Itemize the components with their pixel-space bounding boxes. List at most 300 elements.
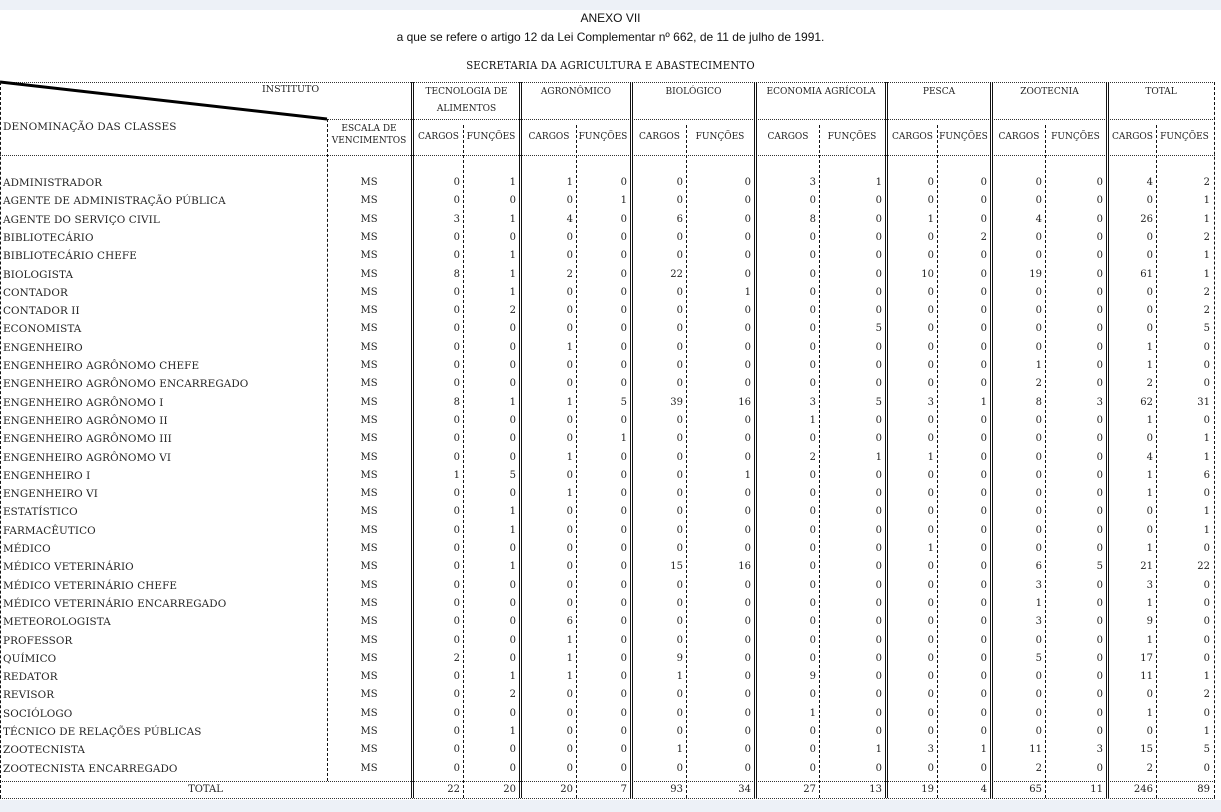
funcoes-value: 0 [744,305,751,317]
class-name: PROFESSOR [3,634,73,647]
cargos-value: 0 [453,360,460,371]
cargos-value: 17 [1140,652,1153,664]
funcoes-value: 0 [1096,378,1103,390]
table-row [0,760,1215,778]
class-name: ENGENHEIRO AGRÔNOMO ENCARREGADO [3,378,249,391]
funcoes-value: 0 [744,506,751,518]
class-name: ENGENHEIRO AGRÔNOMO CHEFE [3,360,200,372]
subheader-funcoes: FUNÇÕES [695,132,745,142]
funcoes-value: 16 [738,561,751,573]
funcoes-value: 1 [1203,671,1210,683]
class-name: ENGENHEIRO AGRÔNOMO VI [3,451,172,464]
cargos-value: 0 [566,433,573,445]
cargos-value: 0 [676,378,683,390]
total-cargos-value: 27 [803,784,816,795]
table-row [0,320,1215,338]
cargos-value: 0 [676,451,683,463]
cargos-value: 0 [676,579,683,591]
cargos-value: 6 [1035,561,1042,573]
annex-title: ANEXO VII [580,11,641,25]
table-row [0,485,1215,503]
funcoes-value: 0 [1096,451,1103,463]
cargos-value: 0 [927,689,934,701]
funcoes-value: 1 [1203,506,1210,518]
class-name: ADMINISTRADOR [3,177,103,189]
cargos-value: 0 [566,305,573,317]
table-row [0,394,1215,412]
table-row [0,595,1215,613]
funcoes-value: 0 [509,341,516,353]
funcoes-value: 0 [875,250,882,262]
cargos-value: 0 [927,671,934,683]
cargos-value: 0 [566,689,573,701]
cargos-value: 0 [566,744,573,756]
cargos-value: 0 [1035,195,1042,207]
cargos-value: 0 [809,524,816,536]
cargos-value: 15 [670,561,683,573]
subheader-funcoes: FUNÇÕES [827,132,877,142]
cargos-value: 0 [676,433,683,445]
cargos-value: 0 [927,597,934,609]
funcoes-value: 0 [875,286,882,298]
cargos-value: 0 [809,634,816,646]
funcoes-value: 0 [1203,707,1210,719]
funcoes-value: 0 [1096,195,1103,207]
funcoes-value: 1 [1203,195,1210,207]
funcoes-value: 0 [1096,616,1103,628]
funcoes-value: 0 [744,652,751,664]
subheader-cargos: CARGOS [418,132,459,142]
total-cargos-value: 93 [670,784,683,795]
cargos-value: 0 [927,433,934,445]
cargos-value: 26 [1140,213,1153,225]
cargos-value: 3 [927,744,934,756]
header-bottom-border [0,155,1215,156]
cargos-value: 0 [927,506,934,518]
funcoes-value: 0 [875,616,882,628]
cargos-value: 0 [809,579,816,591]
funcoes-value: 0 [980,341,987,353]
escala-value: MS [360,378,378,390]
cargos-value: 0 [676,597,683,609]
cargos-value: 3 [927,396,934,408]
cargos-value: 0 [927,469,934,481]
funcoes-value: 2 [509,689,516,701]
funcoes-value: 0 [980,268,987,280]
funcoes-value: 0 [1203,360,1210,371]
funcoes-value: 1 [509,561,516,573]
header-zootecnia: ZOOTECNIA [1020,87,1079,97]
funcoes-value: 0 [875,652,882,664]
cargos-value: 0 [809,616,816,628]
funcoes-value: 0 [875,707,882,719]
funcoes-value: 0 [509,579,516,591]
funcoes-value: 2 [980,231,987,243]
funcoes-value: 0 [980,707,987,719]
cargos-value: 0 [566,524,573,536]
total-funcoes-value: 34 [738,784,751,795]
funcoes-value: 0 [875,414,882,426]
funcoes-value: 0 [744,323,751,335]
funcoes-value: 0 [744,616,751,628]
funcoes-value: 0 [875,360,882,371]
cargos-value: 1 [927,543,934,554]
cargos-value: 0 [809,378,816,390]
cargos-value: 0 [809,231,816,243]
funcoes-value: 0 [509,707,516,719]
cargos-value: 5 [1035,652,1042,664]
escala-value: MS [360,579,378,591]
funcoes-value: 0 [1203,488,1210,500]
cargos-value: 0 [453,762,460,774]
total-cargos-value: 65 [1029,784,1042,795]
cargos-value: 0 [453,579,460,591]
class-name: QUÍMICO [3,652,57,665]
table-row [0,540,1215,558]
funcoes-value: 0 [875,597,882,609]
table-row [0,577,1215,595]
funcoes-value: 0 [1096,579,1103,591]
cargos-value: 0 [453,341,460,353]
escala-value: MS [360,524,378,536]
funcoes-value: 1 [980,744,987,756]
funcoes-value: 0 [1096,323,1103,335]
cargos-value: 0 [1035,177,1042,188]
cargos-value: 0 [453,414,460,426]
funcoes-value: 1 [509,506,516,518]
funcoes-value: 1 [620,195,627,207]
class-name: MÉDICO VETERINÁRIO CHEFE [3,579,178,592]
escala-value: MS [360,707,378,719]
cargos-value: 0 [453,250,460,262]
funcoes-value: 5 [509,469,516,481]
cargos-value: 0 [809,762,816,774]
table-row [0,522,1215,540]
cargos-value: 0 [1035,305,1042,317]
escala-value: MS [360,543,378,554]
cargos-value: 0 [676,689,683,701]
cargos-value: 0 [809,506,816,518]
funcoes-value: 0 [980,469,987,481]
funcoes-value: 0 [875,305,882,317]
escala-value: MS [360,469,378,481]
escala-value: MS [360,561,378,573]
cargos-value: 3 [1035,616,1042,628]
escala-value: MS [360,689,378,701]
funcoes-value: 0 [980,762,987,774]
table-row [0,430,1215,448]
cargos-value: 0 [1035,414,1042,426]
cargos-value: 9 [1146,616,1153,628]
funcoes-value: 0 [509,433,516,445]
total-funcoes-value: 20 [503,784,516,795]
cargos-value: 2 [1035,762,1042,774]
cargos-value: 8 [809,213,816,225]
escala-value: MS [360,616,378,628]
cargos-value: 0 [566,469,573,481]
cargos-value: 1 [566,451,573,463]
funcoes-value: 0 [980,634,987,646]
funcoes-value: 0 [875,231,882,243]
cargos-value: 0 [676,414,683,426]
funcoes-value: 0 [1203,634,1210,646]
funcoes-value: 0 [980,652,987,664]
total-cargos-value: 22 [447,784,460,795]
cargos-value: 0 [927,707,934,719]
funcoes-value: 0 [1203,597,1210,609]
table-row [0,247,1215,265]
funcoes-value: 3 [1096,744,1103,756]
cargos-value: 0 [927,488,934,500]
funcoes-value: 0 [744,360,751,371]
cargos-value: 61 [1140,268,1153,280]
cargos-value: 0 [1146,250,1153,262]
cargos-value: 0 [809,341,816,353]
funcoes-value: 0 [509,195,516,207]
subheader-funcoes: FUNÇÕES [1051,132,1100,142]
cargos-value: 0 [676,726,683,737]
class-name: MÉDICO [3,543,51,555]
cargos-value: 4 [566,213,573,225]
total-funcoes-value: 11 [1090,784,1103,795]
cargos-value: 0 [453,634,460,646]
cargos-value: 0 [1035,433,1042,445]
header-tecnologia-de-alimentos: TECNOLOGIA DE ALIMENTOS [425,87,508,114]
funcoes-value: 1 [980,396,987,408]
cargos-value: 0 [1035,689,1042,701]
funcoes-value: 0 [620,744,627,756]
cargos-value: 0 [676,762,683,774]
cargos-value: 0 [453,524,460,536]
cargos-value: 1 [809,707,816,719]
funcoes-value: 0 [620,250,627,262]
cargos-value: 3 [1146,579,1153,591]
class-name: SOCIÓLOGO [3,707,73,720]
funcoes-value: 0 [509,597,516,609]
funcoes-value: 0 [1096,488,1103,500]
cargos-value: 1 [1146,360,1153,371]
cargos-value: 4 [1146,177,1153,188]
cargos-value: 0 [809,744,816,756]
funcoes-value: 0 [1096,762,1103,774]
funcoes-value: 0 [980,726,987,737]
table-row [0,650,1215,668]
funcoes-value: 0 [744,671,751,683]
funcoes-value: 0 [620,762,627,774]
cargos-value: 1 [809,414,816,426]
funcoes-value: 0 [1096,652,1103,664]
funcoes-value: 0 [1096,177,1103,188]
table-row [0,686,1215,704]
secretaria-title: SECRETARIA DA AGRICULTURA E ABASTECIMENTO [466,59,755,72]
cargos-value: 0 [566,323,573,335]
funcoes-value: 31 [1197,396,1210,408]
funcoes-value: 0 [1096,305,1103,317]
table-row [0,266,1215,284]
funcoes-value: 0 [509,543,516,554]
cargos-value: 0 [566,707,573,719]
funcoes-value: 0 [509,451,516,463]
total-funcoes-value: 13 [869,784,882,795]
cargos-value: 0 [927,561,934,573]
escala-value: MS [360,433,378,445]
funcoes-value: 0 [875,469,882,481]
cargos-value: 0 [809,543,816,554]
funcoes-value: 0 [620,378,627,390]
funcoes-value: 0 [620,323,627,335]
funcoes-value: 0 [744,414,751,426]
cargos-value: 0 [676,506,683,518]
cargos-value: 0 [566,250,573,262]
cargos-value: 0 [1146,506,1153,518]
cargos-value: 0 [566,561,573,573]
cargos-value: 0 [676,707,683,719]
cargos-value: 0 [809,286,816,298]
funcoes-value: 1 [1203,451,1210,463]
funcoes-value: 0 [875,543,882,554]
header-biologico: BIOLÓGICO [665,87,722,97]
cargos-value: 0 [676,524,683,536]
cargos-value: 0 [809,360,816,371]
cargos-value: 15 [1140,744,1153,756]
cargos-value: 0 [1035,543,1042,554]
funcoes-value: 0 [1203,579,1210,591]
funcoes-value: 0 [980,433,987,445]
funcoes-value: 0 [509,323,516,335]
funcoes-value: 0 [620,451,627,463]
cargos-value: 0 [1035,726,1042,737]
funcoes-value: 0 [1096,250,1103,262]
funcoes-value: 2 [1203,286,1210,298]
funcoes-value: 0 [620,634,627,646]
funcoes-value: 1 [1203,268,1210,280]
funcoes-value: 0 [620,268,627,280]
cargos-value: 2 [809,451,816,463]
cargos-value: 0 [676,634,683,646]
cargos-value: 0 [676,250,683,262]
cargos-value: 0 [676,543,683,554]
cargos-value: 0 [676,286,683,298]
class-name: BIBLIOTECÁRIO [3,231,94,244]
cargos-value: 0 [676,323,683,335]
annex-subtitle: a que se refere o artigo 12 da Lei Complementar nº 662, de 11 de julho de 1991. [396,30,825,44]
cargos-value: 0 [1035,469,1042,481]
funcoes-value: 0 [509,762,516,774]
cargos-value: 0 [453,726,460,737]
funcoes-value: 0 [620,524,627,536]
cargos-value: 0 [927,360,934,371]
cargos-value: 0 [927,195,934,207]
cargos-value: 1 [1146,634,1153,646]
funcoes-value: 1 [620,433,627,445]
class-name: TÉCNICO DE RELAÇÕES PÚBLICAS [3,726,202,738]
subheader-border [327,119,1215,120]
funcoes-value: 0 [980,177,987,188]
funcoes-value: 0 [744,341,751,353]
funcoes-value: 5 [875,396,882,408]
funcoes-value: 0 [620,341,627,353]
funcoes-value: 1 [509,213,516,225]
escala-value: MS [360,726,378,737]
funcoes-value: 0 [875,213,882,225]
subheader-funcoes: FUNÇÕES [466,132,516,142]
cargos-value: 0 [566,360,573,371]
funcoes-value: 0 [1096,597,1103,609]
funcoes-value: 0 [980,543,987,554]
cargos-value: 2 [453,652,460,664]
cargos-value: 11 [1140,671,1153,683]
escala-value: MS [360,341,378,353]
cargos-value: 0 [927,524,934,536]
funcoes-value: 0 [875,726,882,737]
funcoes-value: 0 [980,250,987,262]
funcoes-value: 0 [620,231,627,243]
class-name: AGENTE DO SERVIÇO CIVIL [3,213,160,226]
escala-value: MS [360,451,378,463]
funcoes-value: 0 [1203,543,1210,554]
cargos-value: 0 [453,195,460,207]
funcoes-value: 0 [1096,360,1103,371]
funcoes-value: 0 [1096,671,1103,683]
funcoes-value: 1 [875,177,882,188]
funcoes-value: 0 [1096,231,1103,243]
funcoes-value: 2 [1203,689,1210,701]
cargos-value: 0 [566,195,573,207]
class-name: CONTADOR II [3,305,80,318]
cargos-value: 0 [809,469,816,481]
total-funcoes-value: 89 [1197,784,1210,795]
table-row [0,613,1215,631]
cargos-value: 0 [453,506,460,518]
funcoes-value: 0 [875,506,882,518]
funcoes-value: 0 [980,579,987,591]
cargos-value: 0 [566,378,573,390]
funcoes-value: 1 [509,177,516,188]
cargos-value: 0 [927,231,934,243]
cargos-value: 1 [1146,469,1153,481]
funcoes-value: 0 [509,360,516,371]
funcoes-value: 0 [509,652,516,664]
table-row [0,558,1215,576]
escala-value: MS [360,177,378,188]
funcoes-value: 1 [1203,524,1210,536]
funcoes-value: 5 [1203,323,1210,335]
cargos-value: 2 [1146,378,1153,390]
funcoes-value: 16 [738,396,751,408]
cargos-value: 0 [676,177,683,188]
total-cargos-value: 20 [560,784,573,795]
cargos-value: 1 [566,341,573,353]
class-name: BIOLOGISTA [3,268,74,281]
cargos-value: 0 [566,579,573,591]
funcoes-value: 0 [620,597,627,609]
funcoes-value: 0 [744,250,751,262]
funcoes-value: 0 [620,414,627,426]
funcoes-value: 0 [620,488,627,500]
funcoes-value: 0 [980,323,987,335]
funcoes-value: 0 [1096,341,1103,353]
funcoes-value: 0 [620,671,627,683]
funcoes-value: 1 [875,744,882,756]
funcoes-value: 0 [620,469,627,481]
cargos-value: 0 [676,616,683,628]
funcoes-value: 0 [620,506,627,518]
funcoes-value: 0 [620,726,627,737]
funcoes-value: 0 [620,543,627,554]
funcoes-value: 5 [1203,744,1210,756]
cargos-value: 0 [453,744,460,756]
funcoes-value: 1 [744,286,751,298]
